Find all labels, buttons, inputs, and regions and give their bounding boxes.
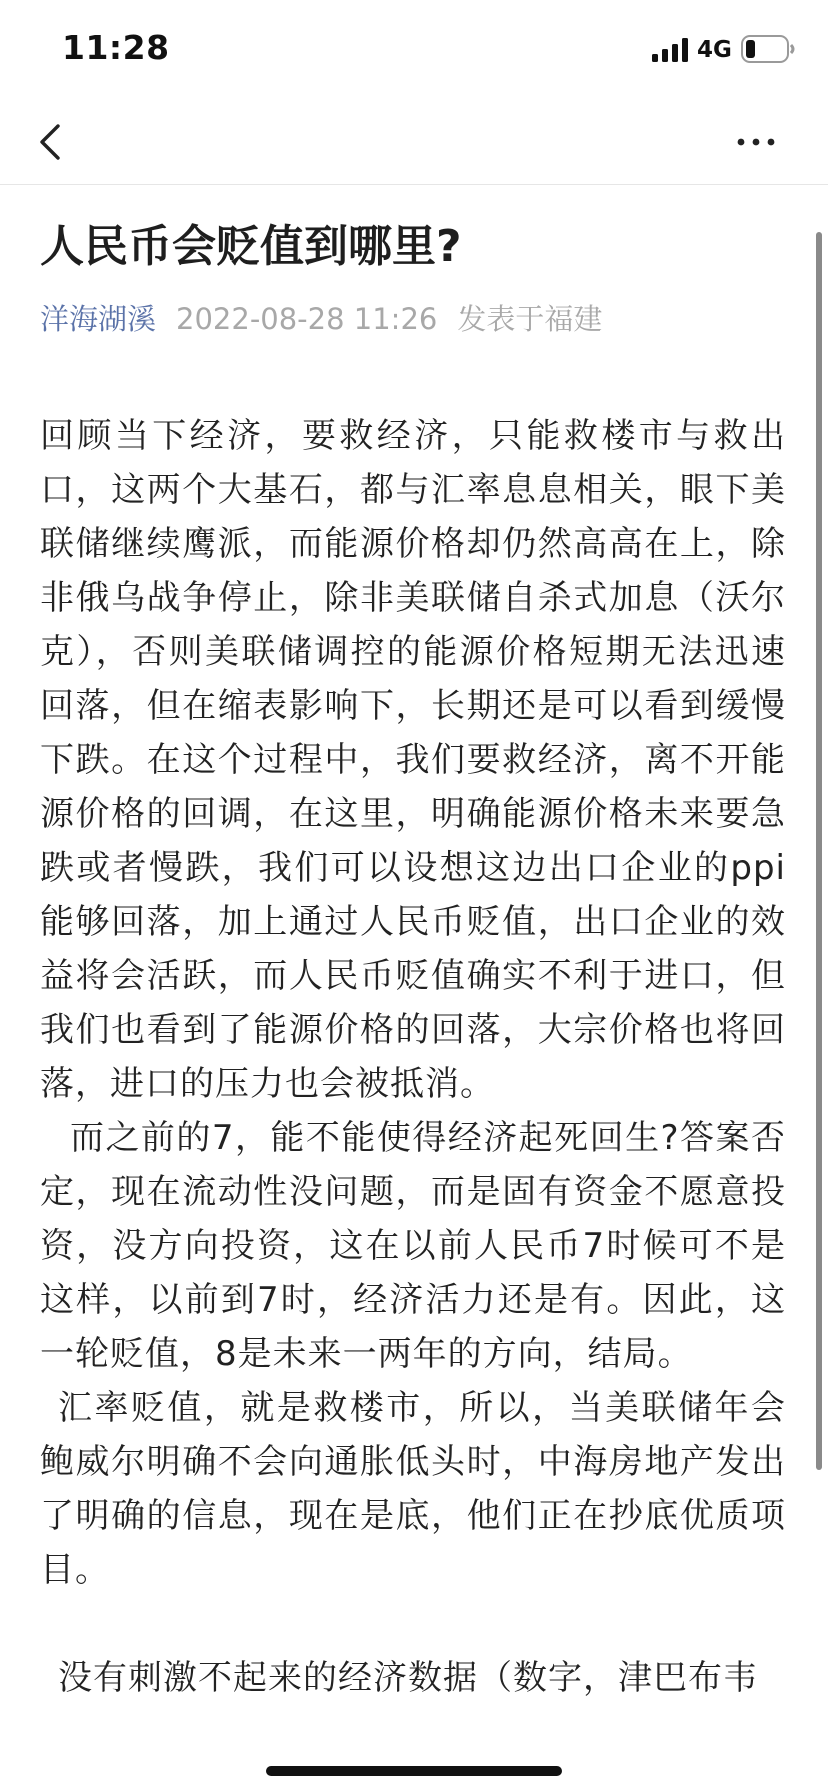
status-bar xyxy=(0,0,828,100)
article-meta xyxy=(40,299,780,339)
home-indicator[interactable] xyxy=(266,1766,562,1776)
author-link[interactable]: 洋海湖溪 xyxy=(40,302,157,336)
network-label: 4G xyxy=(697,37,732,63)
publish-date: 2022-08-28 11:26 xyxy=(176,302,438,336)
more-button[interactable] xyxy=(732,118,780,166)
chevron-left-icon xyxy=(42,126,58,158)
scrollbar-thumb[interactable] xyxy=(816,232,822,1470)
back-button[interactable] xyxy=(30,116,74,168)
paragraph-gap xyxy=(40,1597,786,1651)
ellipsis-icon xyxy=(738,139,775,146)
paragraph: 没有刺激不起来的经济数据（数字，津巴布韦 xyxy=(58,1658,758,1698)
paragraph: 汇率贬值，就是救楼市，所以，当美联储年会鲍威尔明确不会向通胀低头时，中海房地产发出了明确的信息，现在是底，他们正在抄底优质项目。 xyxy=(40,1388,786,1590)
paragraph: 而之前的7，能不能使得经济起死回生?答案否定，现在流动性没问题，而是固有资金不愿意投资，没方向投资，这在以前人民币7时候可不是这样，以前到7时，经济活力还是有。因此，这一轮贬值，8是未来一两年的方向，结局。 xyxy=(40,1118,786,1374)
status-time: 11:28 xyxy=(62,28,170,67)
paragraph: 回顾当下经济，要救经济，只能救楼市与救出口，这两个大基石，都与汇率息息相关，眼下美联储继续鹰派，而能源价格却仍然高高在上，除非俄乌战争停止，除非美联储自杀式加息（沃尔克），否则美联储调控的能源价格短期无法迅速回落，但在缩表影响下，长期还是可以看到缓慢下跌。在这个过程中，我们要救经济，离不开能源价格的回调，在这里，明确能源价格未来要急跌或者慢跌，我们可以设想这边出口企业的ppi能够回落，加上通过人民币贬值，出口企业的效益将会活跃，而人民币贬值确实不利于进口，但我们也看到了能源价格的回落，大宗价格也将回落，进口的压力也会被抵消。 xyxy=(40,416,786,1104)
signal-icon xyxy=(652,38,690,62)
battery-icon xyxy=(741,35,795,63)
publish-location: 发表于福建 xyxy=(457,302,603,336)
nav-bar xyxy=(0,100,828,185)
article-body xyxy=(40,409,786,1705)
article-content xyxy=(0,185,828,1792)
article-title: 人民币会贬值到哪里? xyxy=(40,221,462,272)
